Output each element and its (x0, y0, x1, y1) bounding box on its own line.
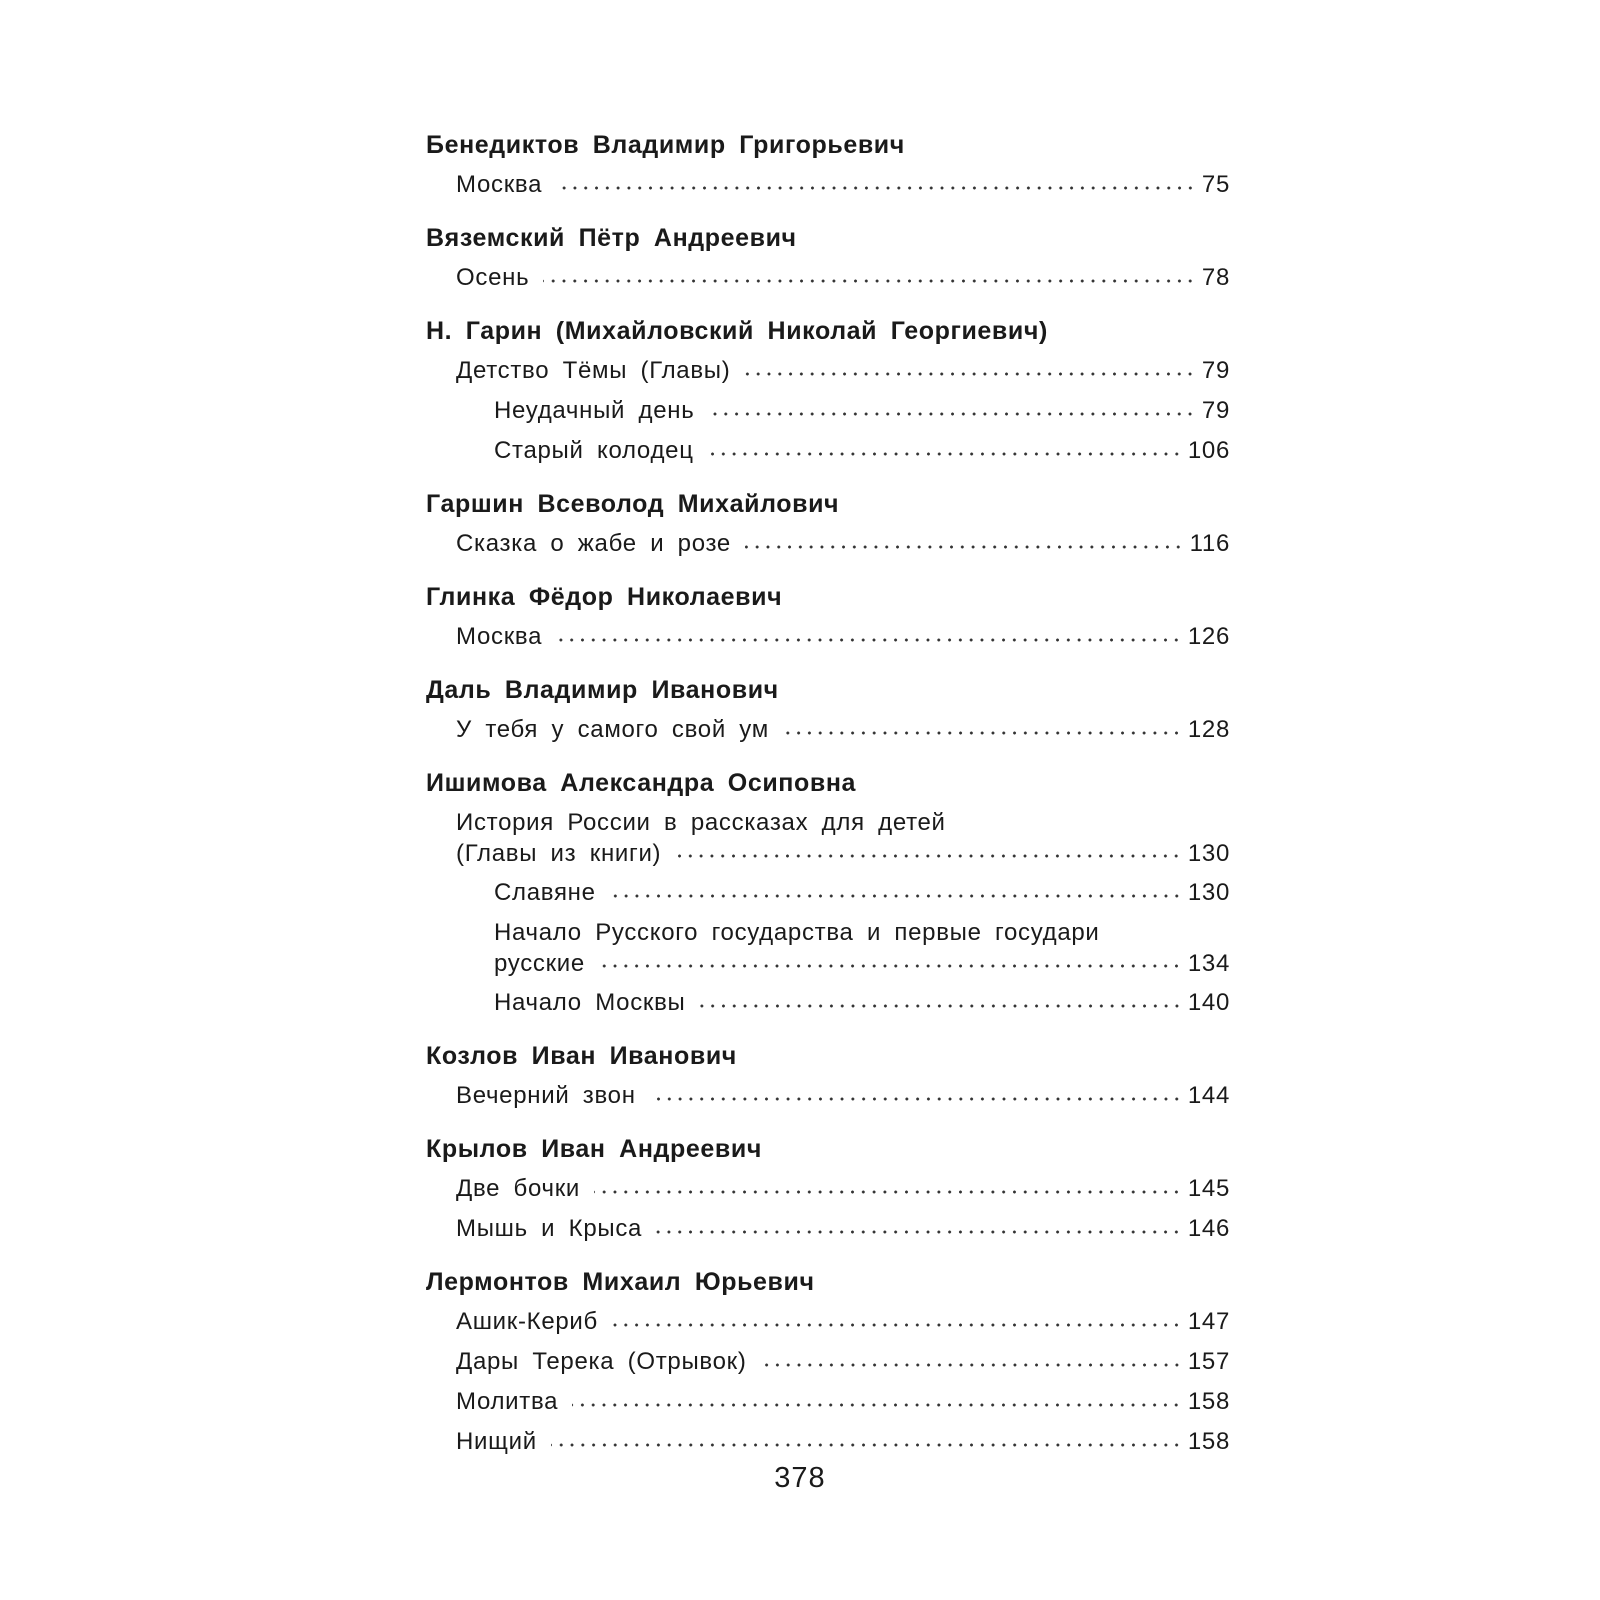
toc-group (426, 126, 1230, 205)
entry-page: 79 (1201, 397, 1230, 424)
entry-page: 78 (1201, 264, 1230, 291)
entry-title: Детство Тёмы (Главы) (456, 357, 731, 384)
dot-leader (675, 852, 1182, 860)
dot-leader (599, 962, 1182, 970)
dot-leader (656, 1228, 1182, 1236)
entry-title: русские (494, 950, 585, 977)
dot-leader (783, 729, 1182, 737)
dot-leader (700, 1002, 1182, 1010)
toc-group (426, 764, 1230, 1023)
dot-leader (745, 543, 1184, 551)
author-name: Вяземский Пётр Андреевич (426, 224, 797, 252)
author-name: Лермонтов Михаил Юрьевич (426, 1268, 815, 1296)
page-number: 378 (774, 1462, 826, 1494)
dot-leader (610, 892, 1182, 900)
dot-leader (744, 370, 1195, 378)
entry-title: Вечерний звон (456, 1082, 636, 1109)
toc-subentry[interactable] (426, 983, 1230, 1023)
dot-leader (708, 410, 1195, 418)
entry-title: Начало Москвы (494, 989, 686, 1016)
dot-leader (594, 1188, 1182, 1196)
entry-page: 158 (1187, 1388, 1230, 1415)
entry-title-line2 (494, 948, 1230, 979)
entry-page: 126 (1187, 623, 1230, 650)
entry-title: Дары Терека (Отрывок) (456, 1348, 747, 1375)
toc-entry[interactable] (426, 351, 1230, 391)
toc-entry[interactable] (426, 1382, 1230, 1422)
toc-entry[interactable] (426, 617, 1230, 657)
entry-page: 145 (1187, 1175, 1230, 1202)
entry-page: 116 (1189, 530, 1230, 557)
entry-title: Нищий (456, 1428, 537, 1455)
entry-title: Молитва (456, 1388, 559, 1415)
dot-leader (708, 450, 1182, 458)
entry-page: 140 (1187, 989, 1230, 1016)
entry-page: 130 (1187, 840, 1230, 867)
entry-title: Москва (456, 623, 543, 650)
entry-page: 79 (1201, 357, 1230, 384)
toc-entry[interactable] (426, 1209, 1230, 1249)
toc-entry[interactable] (426, 1076, 1230, 1116)
entry-title: Неудачный день (494, 397, 695, 424)
toc-entry[interactable] (426, 165, 1230, 205)
author-name: Козлов Иван Иванович (426, 1042, 737, 1070)
toc-entry[interactable] (426, 1302, 1230, 1342)
author-name: Глинка Фёдор Николаевич (426, 583, 783, 611)
toc-entry[interactable] (426, 803, 1230, 873)
entry-page: 146 (1187, 1215, 1230, 1242)
toc-entry[interactable] (426, 524, 1230, 564)
author-name: Крылов Иван Андреевич (426, 1135, 762, 1163)
entry-title-line1: История России в рассказах для детей (456, 809, 946, 836)
toc-group (426, 1130, 1230, 1249)
entry-title-line1: Начало Русского государства и первые государи (494, 919, 1100, 946)
toc-subentry[interactable] (426, 913, 1230, 983)
dot-leader (556, 636, 1182, 644)
toc-entry[interactable] (426, 1422, 1230, 1462)
toc-group (426, 1037, 1230, 1116)
toc-subentry[interactable] (426, 873, 1230, 913)
entry-title: Москва (456, 171, 543, 198)
toc-entry[interactable] (426, 710, 1230, 750)
entry-page: 144 (1187, 1082, 1230, 1109)
toc-subentry[interactable] (426, 431, 1230, 471)
entry-title: Ашик-Кериб (456, 1308, 598, 1335)
entry-title: Славяне (494, 879, 596, 906)
toc-group (426, 485, 1230, 564)
toc-entry[interactable] (426, 258, 1230, 298)
entry-title: (Главы из книги) (456, 840, 662, 867)
entry-page: 147 (1187, 1308, 1230, 1335)
toc-entry[interactable] (426, 1342, 1230, 1382)
author-name: Ишимова Александра Осиповна (426, 769, 857, 797)
dot-leader (572, 1401, 1182, 1409)
toc-subentry[interactable] (426, 391, 1230, 431)
entry-page: 75 (1201, 171, 1230, 198)
toc-group (426, 312, 1230, 471)
entry-page: 158 (1187, 1428, 1230, 1455)
entry-title: Осень (456, 264, 530, 291)
dot-leader (551, 1441, 1182, 1449)
entry-title: У тебя у самого свой ум (456, 716, 769, 743)
entry-page: 134 (1187, 950, 1230, 977)
dot-leader (543, 277, 1196, 285)
toc-group (426, 671, 1230, 750)
author-name: Н. Гарин (Михайловский Николай Георгиевич) (426, 317, 1048, 345)
entry-title: Старый колодец (494, 437, 694, 464)
entry-title-line2 (456, 838, 1230, 869)
toc-group (426, 578, 1230, 657)
author-name: Гаршин Всеволод Михайлович (426, 490, 840, 518)
dot-leader (556, 184, 1196, 192)
author-name: Даль Владимир Иванович (426, 676, 779, 704)
entry-page: 106 (1187, 437, 1230, 464)
dot-leader (761, 1361, 1182, 1369)
toc-group (426, 1263, 1230, 1462)
entry-title: Мышь и Крыса (456, 1215, 643, 1242)
toc-entry[interactable] (426, 1169, 1230, 1209)
entry-page: 128 (1187, 716, 1230, 743)
table-of-contents (426, 126, 1230, 1476)
author-name: Бенедиктов Владимир Григорьевич (426, 131, 905, 159)
dot-leader (612, 1321, 1182, 1329)
dot-leader (650, 1095, 1182, 1103)
toc-group (426, 219, 1230, 298)
entry-title: Сказка о жабе и розе (456, 530, 731, 557)
entry-page: 157 (1187, 1348, 1230, 1375)
entry-title: Две бочки (456, 1175, 581, 1202)
entry-page: 130 (1187, 879, 1230, 906)
